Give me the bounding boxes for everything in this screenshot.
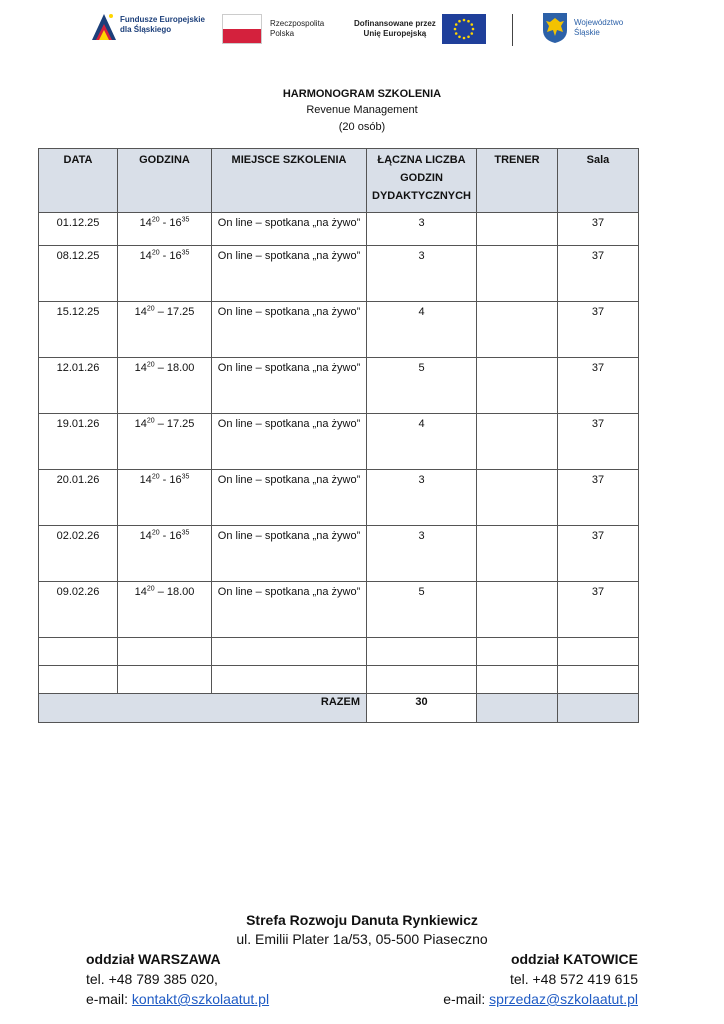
branch-warsaw-phone: tel. +48 789 385 020, (86, 971, 218, 987)
total-value: 30 (367, 694, 477, 723)
eu-flag-icon (442, 14, 486, 44)
total-blank (558, 694, 639, 723)
footer-address: ul. Emilii Plater 1a/53, 05-500 Piaseczno (236, 931, 488, 947)
cell-hours: 4 (367, 414, 477, 470)
cell-time: $14^{20} - 16^{35}$ (118, 470, 212, 526)
cell-date: 09.02.26 (39, 582, 118, 638)
cell-place: On line – spotkana „na żywo” (212, 582, 367, 638)
cell-room: 37 (558, 213, 639, 246)
cell-trainer (477, 526, 558, 582)
logo-fundusze-europejskie (92, 10, 205, 40)
cell-place: On line – spotkana „na żywo” (212, 246, 367, 302)
sl-line2: Śląskie (574, 28, 600, 37)
cell-place: On line – spotkana „na żywo” (212, 302, 367, 358)
cell-place: On line – spotkana „na żywo” (212, 213, 367, 246)
table-row (39, 414, 639, 470)
cell-trainer (477, 213, 558, 246)
cell-room: 37 (558, 358, 639, 414)
table-row (39, 470, 639, 526)
cell-time: $14^{20} - 17.25$ (118, 414, 212, 470)
total-label: RAZEM (39, 694, 367, 723)
warsaw-email-link[interactable]: kontakt@szkolaatut.pl (131, 991, 270, 1007)
header-room: Sala (558, 149, 639, 213)
cell-hours: 3 (367, 213, 477, 246)
pl-line2: Polska (270, 29, 295, 38)
logo-bar (92, 10, 652, 50)
katowice-email-link[interactable]: sprzedaz@szkolaatut.pl (489, 991, 638, 1007)
cell-place: On line – spotkana „na żywo” (212, 470, 367, 526)
email-prefix: e-mail: (443, 991, 490, 1007)
cell-date: 19.01.26 (39, 414, 118, 470)
cell-hours: 3 (367, 470, 477, 526)
fe-line1: Fundusze Europejskie (120, 15, 205, 24)
eu-line1: Dofinansowane przez (354, 19, 436, 28)
total-blank (477, 694, 558, 723)
empty-row (39, 666, 639, 694)
cell-hours: 5 (367, 582, 477, 638)
cell-time: $14^{20} - 16^{35}$ (118, 526, 212, 582)
cell-time: $14^{20} - 16^{35}$ (118, 246, 212, 302)
branch-katowice-label: oddział KATOWICE (510, 951, 638, 967)
cell-trainer (477, 246, 558, 302)
branch-warsaw (86, 949, 269, 1009)
cell-room: 37 (558, 470, 639, 526)
table-row (39, 302, 639, 358)
pl-line1: Rzeczpospolita (270, 19, 325, 28)
table-row (39, 213, 639, 246)
cell-trainer (477, 358, 558, 414)
cell-room: 37 (558, 414, 639, 470)
logo-eu (354, 14, 486, 44)
table-row (39, 246, 639, 302)
cell-date: 12.01.26 (39, 358, 118, 414)
polish-flag-icon (222, 14, 262, 44)
logo-divider (512, 14, 513, 46)
header-place: MIEJSCE SZKOLENIA (212, 149, 367, 213)
empty-row (39, 638, 639, 666)
cell-trainer (477, 414, 558, 470)
course-name: Revenue Management (306, 104, 418, 116)
table-row (39, 582, 639, 638)
cell-place: On line – spotkana „na żywo” (212, 414, 367, 470)
cell-date: 20.01.26 (39, 470, 118, 526)
schedule-table (38, 148, 639, 723)
cell-room: 37 (558, 302, 639, 358)
cell-place: On line – spotkana „na żywo” (212, 358, 367, 414)
header-date: DATA (39, 149, 118, 213)
cell-room: 37 (558, 526, 639, 582)
table-row (39, 526, 639, 582)
sl-line1: Województwo (574, 18, 624, 27)
table-header-row (39, 149, 639, 213)
cell-hours: 3 (367, 526, 477, 582)
participants-count: (20 osób) (338, 121, 386, 133)
email-prefix: e-mail: (86, 991, 132, 1007)
table-row (39, 358, 639, 414)
fe-line2: dla Śląskiego (120, 25, 172, 34)
fundusze-europejskie-icon (92, 10, 116, 40)
cell-time: $14^{20} - 18.00$ (118, 358, 212, 414)
cell-room: 37 (558, 582, 639, 638)
header-hours: ŁĄCZNA LICZBA GODZIN DYDAKTYCZNYCH (367, 149, 477, 213)
cell-time: $14^{20} - 17.25$ (118, 302, 212, 358)
cell-time: $14^{20} - 18.00$ (118, 582, 212, 638)
logo-wojewodztwo-slaskie (542, 12, 623, 44)
header-trainer: TRENER (477, 149, 558, 213)
cell-room: 37 (558, 246, 639, 302)
cell-date: 08.12.25 (39, 246, 118, 302)
total-row (39, 694, 639, 723)
branch-warsaw-label: oddział WARSZAWA (86, 951, 221, 967)
eu-line2: Unię Europejską (363, 29, 427, 38)
cell-time: $14^{20} - 16^{35}$ (118, 213, 212, 246)
cell-trainer (477, 302, 558, 358)
footer-company: Strefa Rozwoju Danuta Rynkiewicz (246, 912, 478, 928)
document-title: HARMONOGRAM SZKOLENIA (282, 88, 442, 100)
branch-katowice-phone: tel. +48 572 419 615 (509, 971, 638, 987)
branch-katowice (443, 949, 638, 1009)
cell-hours: 3 (367, 246, 477, 302)
cell-date: 15.12.25 (39, 302, 118, 358)
cell-trainer (477, 470, 558, 526)
eagle-crest-icon (542, 12, 568, 44)
header-time: GODZINA (118, 149, 212, 213)
cell-trainer (477, 582, 558, 638)
cell-date: 01.12.25 (39, 213, 118, 246)
cell-place: On line – spotkana „na żywo” (212, 526, 367, 582)
cell-hours: 4 (367, 302, 477, 358)
cell-hours: 5 (367, 358, 477, 414)
logo-rzeczpospolita (222, 14, 324, 44)
cell-date: 02.02.26 (39, 526, 118, 582)
